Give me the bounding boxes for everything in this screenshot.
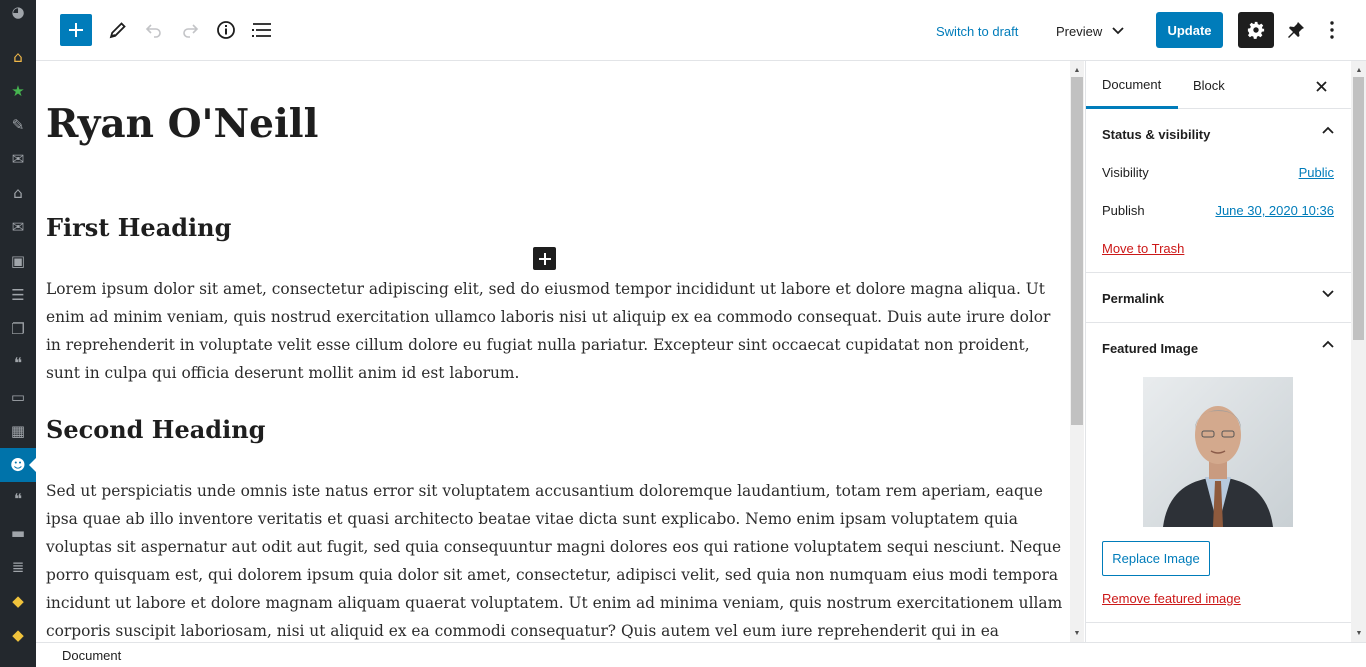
settings-sidebar [1085, 61, 1351, 642]
editor-toolbar [36, 0, 1366, 61]
more-vertical-icon [1330, 21, 1334, 39]
editor-canvas [36, 61, 1070, 642]
admin-menu-star-icon[interactable]: ★ [11, 81, 25, 100]
paragraph-block[interactable]: Sed ut perspiciatis unde omnis iste natus error sit voluptatem accusantium doloremque laudantium, totam rem aperiam, eaque ipsa quae ab illo inventore veritatis et quasi architecto beatae vitae dicta sunt explicabo. Nemo enim ipsam voluptatem quia voluptas sit aspernatur aut odit aut fugit, sed quia consequuntur magni dolores eos qui ratione voluptatem sequi nesciunt. Neque porro quisquam est, qui dolorem ipsum quia dolor sit amet, consectetur, adipisci velit, sed quia non numquam eius modi tempora incidunt ut labore et dolore magnam aliquam quaerat voluptatem. Ut enim ad minima veniam, quis nostrum exercitationem ullam corporis suscipit laboriosam, nisi ut aliquid ex ea commodi consequatur? Quis autem vel eum iure reprehenderit qui in ea [46, 482, 1063, 640]
admin-menu-quote-icon[interactable]: ❝ [13, 353, 23, 372]
featured-image-panel-toggle[interactable] [1086, 323, 1351, 373]
admin-menu-table-icon[interactable]: ▦ [10, 421, 26, 440]
admin-menu-comments-icon[interactable]: ▬ [10, 523, 26, 542]
admin-menu-database-icon[interactable]: ☰ [11, 285, 25, 304]
gear-icon [1247, 21, 1265, 39]
pencil-icon [109, 21, 127, 39]
editor-scrollbar[interactable] [1070, 61, 1084, 642]
chevron-up-icon [1322, 340, 1334, 348]
sidebar-scrollbar[interactable] [1351, 61, 1366, 642]
redo-button[interactable] [178, 18, 202, 42]
scrollbar-thumb[interactable] [1071, 77, 1083, 425]
publish-row [1102, 203, 1334, 218]
update-button[interactable]: Update [1156, 12, 1223, 48]
list-view-icon [252, 21, 272, 39]
trash-row [1102, 241, 1334, 256]
panel-title: Featured Image [1102, 340, 1199, 356]
close-icon [1316, 81, 1327, 92]
add-block-button[interactable] [60, 14, 92, 46]
plus-icon [68, 22, 84, 38]
scroll-down-arrow[interactable]: ▼ [1073, 629, 1081, 637]
preview-button[interactable] [1056, 16, 1124, 46]
heading-block[interactable]: Second Heading [46, 415, 266, 444]
admin-menu-slides-icon[interactable]: ▭ [10, 387, 26, 406]
sidebar-tabs [1086, 61, 1351, 109]
info-button[interactable] [214, 18, 238, 42]
move-to-trash-link[interactable]: Move to Trash [1102, 241, 1185, 256]
more-options-button[interactable] [1320, 18, 1344, 42]
admin-menu-dashboard-icon[interactable]: ◕ [11, 2, 25, 21]
admin-menu-media-icon[interactable]: ▣ [10, 251, 26, 270]
panel-title: Status & visibility [1102, 126, 1211, 142]
permalink-panel-toggle[interactable] [1086, 273, 1351, 323]
visibility-link[interactable]: Public [1298, 165, 1334, 180]
featured-image[interactable] [1143, 377, 1293, 527]
redo-icon [181, 21, 199, 39]
settings-button[interactable] [1238, 12, 1274, 48]
info-icon [216, 20, 236, 40]
replace-image-button[interactable]: Replace Image [1102, 541, 1210, 576]
status-visibility-panel-toggle[interactable] [1086, 109, 1351, 159]
block-breadcrumb-bar [36, 642, 1366, 667]
tab-document[interactable]: Document [1086, 61, 1178, 109]
admin-menu-home-icon[interactable]: ⌂ [13, 183, 23, 202]
chevron-down-icon [1112, 27, 1124, 35]
admin-menu-groups-icon[interactable]: ☻ [0, 448, 36, 482]
panel-title: Permalink [1102, 290, 1165, 306]
remove-featured-image-link[interactable]: Remove featured image [1102, 591, 1241, 606]
undo-icon [145, 21, 163, 39]
visibility-label: Visibility [1102, 165, 1149, 180]
admin-menu-pin-icon[interactable]: ✎ [11, 115, 25, 134]
divider [1086, 622, 1351, 623]
publish-label: Publish [1102, 203, 1145, 218]
admin-menu-home-icon[interactable]: ⌂ [13, 47, 23, 66]
scroll-up-arrow[interactable]: ▲ [1073, 66, 1081, 74]
scrollbar-thumb[interactable] [1353, 77, 1364, 340]
close-sidebar-button[interactable] [1310, 75, 1332, 97]
tab-block[interactable]: Block [1193, 77, 1225, 93]
breadcrumb-document[interactable]: Document [62, 648, 122, 663]
pin-button[interactable] [1284, 18, 1308, 42]
admin-menu-tag-icon[interactable]: ◆ [12, 591, 24, 610]
heading-block[interactable]: First Heading [46, 213, 232, 242]
admin-menu-tag-icon[interactable]: ◆ [12, 625, 24, 644]
admin-menu-list-icon[interactable]: ≣ [11, 557, 25, 576]
tools-button[interactable] [106, 18, 130, 42]
chevron-down-icon [1322, 290, 1334, 298]
post-title[interactable]: Ryan O'Neill [46, 101, 319, 147]
plus-icon [539, 253, 551, 265]
switch-to-draft-button[interactable]: Switch to draft [936, 23, 1019, 39]
portrait-photo [1143, 377, 1293, 527]
scroll-up-arrow[interactable]: ▲ [1355, 66, 1363, 74]
paragraph-block[interactable]: Lorem ipsum dolor sit amet, consectetur adipiscing elit, sed do eiusmod tempor incididunt ut labore et dolore magna aliqua. Ut enim ad minim veniam, quis nostrud exercitation ullamco laboris nisi ut aliquip ex ea commodo consequat. Duis aute irure dolor in reprehenderit in voluptate velit esse cillum dolore eu fugiat nulla pariatur. Excepteur sint occaecat cupidatat non proident, sunt in culpa qui officia deserunt mollit anim id est laborum. [46, 280, 1051, 382]
visibility-row [1102, 165, 1334, 180]
block-inserter-button[interactable] [533, 247, 556, 270]
admin-menu [0, 0, 36, 667]
chevron-up-icon [1322, 126, 1334, 134]
scroll-down-arrow[interactable]: ▼ [1355, 629, 1363, 637]
pin-icon [1287, 21, 1305, 39]
admin-menu-mail-icon[interactable]: ✉ [11, 149, 25, 168]
preview-label: Preview [1056, 23, 1103, 39]
admin-menu-mail-icon[interactable]: ✉ [11, 217, 25, 236]
undo-button[interactable] [142, 18, 166, 42]
outline-button[interactable] [250, 18, 274, 42]
admin-menu-pages-icon[interactable]: ❐ [11, 319, 25, 338]
publish-date-link[interactable]: June 30, 2020 10:36 [1215, 203, 1334, 218]
admin-menu-quote-icon[interactable]: ❝ [13, 489, 23, 508]
